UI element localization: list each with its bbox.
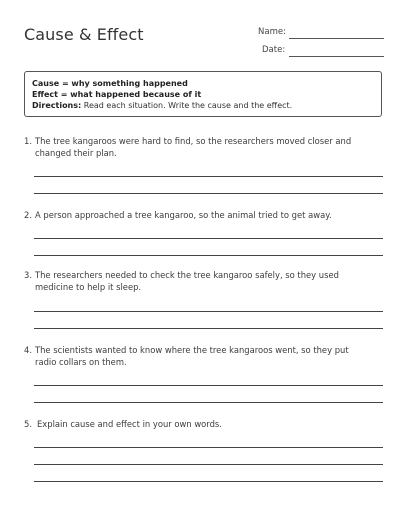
answer-line[interactable]	[34, 238, 383, 239]
question-2	[24, 209, 369, 221]
directions	[32, 100, 374, 111]
directions-text: Read each situation. Write the cause and the effect.	[83, 101, 293, 110]
question-3	[24, 269, 369, 294]
effect-definition: Effect = what happened because of it	[32, 90, 202, 99]
worksheet-title: Cause & Effect	[24, 25, 144, 44]
answer-line[interactable]	[34, 176, 383, 177]
question-text: A person approached a tree kangaroo, so the animal tried to get away.	[35, 210, 332, 220]
answer-line[interactable]	[34, 464, 383, 465]
answer-line[interactable]	[34, 311, 383, 312]
cause-definition: Cause = why something happened	[32, 79, 188, 88]
question-number: 4.	[24, 345, 32, 355]
instructions-box	[24, 71, 382, 117]
question-number: 2.	[24, 210, 32, 220]
question-number: 5.	[24, 419, 32, 429]
date-line[interactable]	[289, 56, 384, 57]
question-text: The scientists wanted to know where the tree kangaroos went, so they put radio collars on them.	[35, 345, 349, 368]
directions-label: Directions:	[32, 101, 82, 110]
question-5	[24, 418, 369, 430]
name-line[interactable]	[289, 38, 384, 39]
date-field[interactable]	[262, 45, 384, 59]
name-field[interactable]	[258, 27, 384, 41]
question-text: The researchers needed to check the tree kangaroo safely, so they used medicine to help it sleep.	[35, 270, 339, 293]
answer-line[interactable]	[34, 481, 383, 482]
question-text: Explain cause and effect in your own words.	[37, 419, 222, 429]
name-label: Name:	[258, 27, 286, 37]
answer-line[interactable]	[34, 402, 383, 403]
question-text: The tree kangaroos were hard to find, so the researchers moved closer and changed their plan.	[35, 136, 352, 159]
question-number: 1.	[24, 136, 32, 146]
question-number: 3.	[24, 270, 32, 280]
answer-line[interactable]	[34, 385, 383, 386]
answer-line[interactable]	[34, 255, 383, 256]
question-1	[24, 135, 369, 160]
question-4	[24, 344, 369, 369]
answer-line[interactable]	[34, 193, 383, 194]
date-label: Date:	[262, 45, 286, 55]
answer-line[interactable]	[34, 328, 383, 329]
answer-line[interactable]	[34, 447, 383, 448]
